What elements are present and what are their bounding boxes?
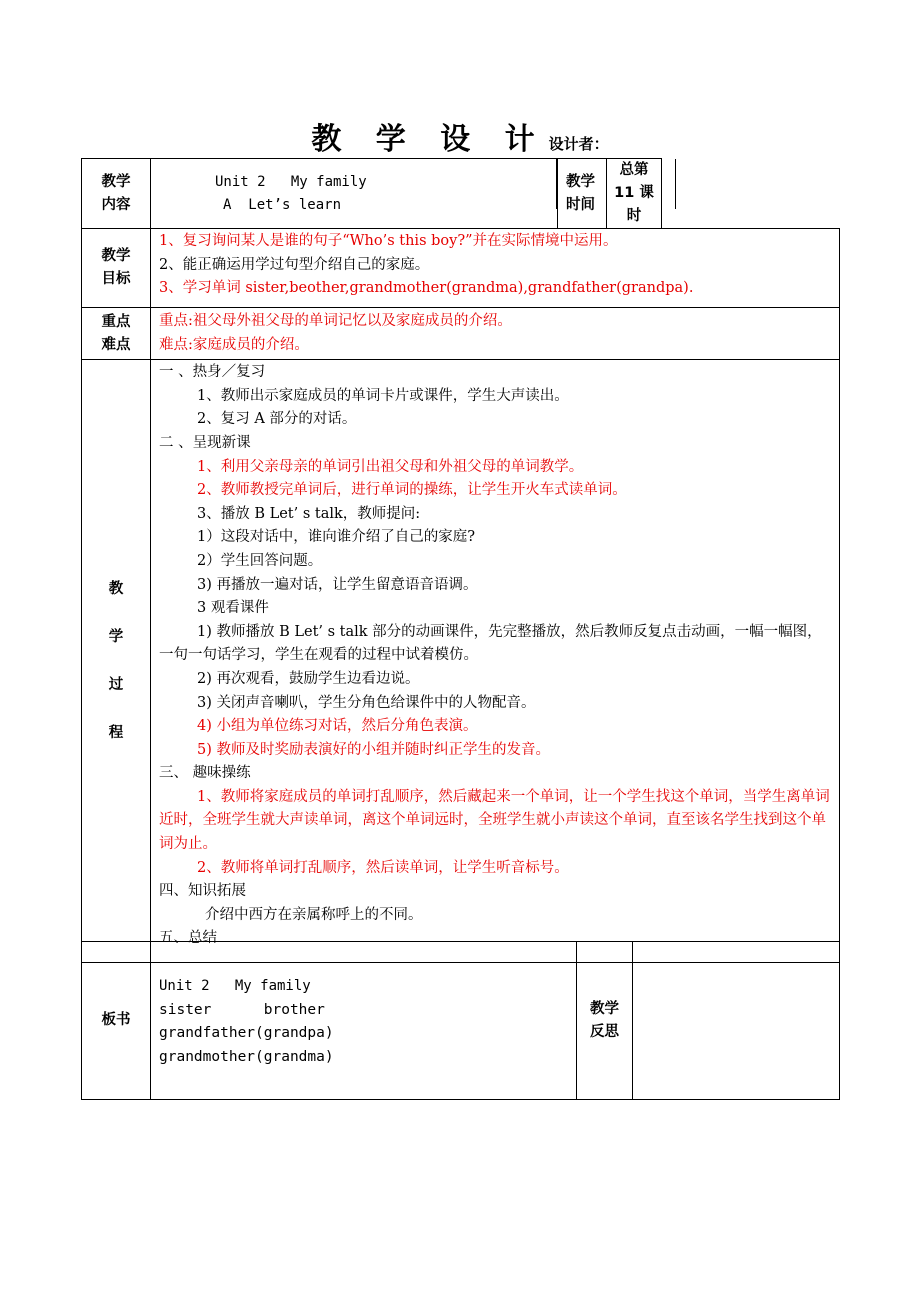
keypoints-cell: [151, 308, 840, 360]
goals-row: [82, 229, 840, 308]
step-item: 3、播放 B Let’ s talk，教师提问:: [197, 505, 421, 522]
step-item: 2) 再次观看，鼓励学生边看边说。: [197, 670, 420, 687]
step-item: 2、复习 A 部分的对话。: [197, 411, 357, 428]
unit-line: Unit 2 My family: [215, 173, 367, 190]
content-row: [82, 159, 840, 229]
period-cell: 总第 11 课时: [607, 159, 662, 229]
goal-item: 3、学习单词 sister,beother,grandmother(grandma),grandfather(grandpa).: [159, 280, 694, 297]
content-value-cell: [151, 159, 558, 229]
content-label-line1: 教学: [101, 173, 131, 190]
step-item: 3) 再播放一遍对话，让学生留意语音语调。: [197, 576, 478, 593]
goals-cell: [151, 229, 840, 308]
board-line: grandfather(grandpa): [159, 1025, 334, 1042]
process-label-char: 教: [108, 581, 124, 598]
step-item: 2、教师将单词打乱顺序，然后读单词，让学生听音标号。: [197, 859, 569, 876]
process-label-char: 学: [108, 629, 124, 646]
board-content-cell: [151, 942, 577, 1100]
designer-label: 设计者：: [548, 135, 609, 153]
section-title: 五、总结: [159, 930, 217, 947]
step-item: 1、利用父亲母亲的单词引出祖父母和外祖父母的单词教学。: [197, 458, 584, 475]
step-item: 2）学生回答问题。: [197, 552, 323, 569]
process-row: [82, 360, 840, 963]
step-item: 1、教师出示家庭成员的单词卡片或课件，学生大声读出。: [197, 387, 569, 404]
board-table: [81, 941, 840, 1100]
content-label-line2: 内容: [101, 196, 131, 213]
step-item: 1）这段对话中，谁向谁介绍了自己的家庭?: [197, 529, 475, 546]
reflect-label-cell: [577, 942, 633, 1100]
goals-label-cell: [82, 229, 151, 308]
board-line: grandmother(grandma): [159, 1048, 334, 1065]
reflect-label-line1: 教学: [590, 1000, 619, 1017]
board-line: sister brother: [159, 1001, 325, 1018]
lesson-line: A Let’s learn: [223, 196, 342, 213]
reflect-value-cell: [633, 942, 840, 1100]
time-label-line2: 时间: [566, 196, 595, 213]
goals-label-line1: 教学: [101, 248, 131, 264]
step-item: 介绍中西方在亲属称呼上的不同。: [205, 906, 423, 923]
step-item: 5) 教师及时奖励表演好的小组并随时纠正学生的发音。: [197, 741, 550, 758]
process-cell: [151, 360, 840, 963]
keypoints-label-cell: [82, 308, 151, 360]
step-item: 3 观看课件: [197, 600, 269, 617]
time-label-line1: 教学: [566, 173, 595, 190]
process-label-char: 程: [108, 725, 124, 742]
column-divider: [675, 159, 676, 209]
section-title: 三、 趣味操练: [159, 765, 251, 782]
difficult-point: 难点:家庭成员的介绍。: [159, 336, 309, 353]
step-item: 2、教师教授完单词后，进行单词的操练，让学生开火车式读单词。: [197, 482, 627, 499]
process-label-char: 过: [108, 677, 124, 694]
page-header: [0, 114, 920, 158]
keypoints-label-line2: 难点: [101, 336, 131, 353]
goal-item: 2、能正确运用学过句型介绍自己的家庭。: [159, 256, 430, 273]
step-item: 1、教师将家庭成员的单词打乱顺序，然后藏起来一个单词，让一个学生找这个单词，当学生离单词近时，全班学生就大声读单词，离这个单词远时，全班学生就小声读这个单词，直至该名学生找到这个单词为止。: [159, 788, 830, 853]
lesson-plan-table: [81, 158, 840, 963]
key-point: 重点:祖父母外祖父母的单词记忆以及家庭成员的介绍。: [159, 313, 512, 329]
time-label-cell: [558, 159, 607, 229]
section-title: 一 、热身／复习: [159, 364, 266, 381]
process-label-cell: [82, 360, 151, 963]
section-title: 四、知识拓展: [159, 883, 246, 900]
keypoints-label-line1: 重点: [101, 313, 131, 330]
content-label-cell: [82, 159, 151, 229]
goals-label-line2: 目标: [101, 271, 131, 287]
board-label-cell: 板书: [82, 942, 151, 1100]
reflect-label-line2: 反思: [590, 1023, 619, 1040]
section-title: 二 、呈现新课: [159, 434, 251, 451]
keypoints-row: [82, 308, 840, 360]
column-divider: [556, 159, 557, 209]
board-row: [82, 942, 840, 1100]
step-item: 4) 小组为单位练习对话，然后分角色表演。: [197, 718, 478, 735]
step-item: 1) 教师播放 B Let’ s talk 部分的动画课件，先完整播放，然后教师反复点击动画，一幅一幅图，一句一句话学习，学生在观看的过程中试着模仿。: [159, 623, 822, 664]
step-item: 3) 关闭声音喇叭，学生分角色给课件中的人物配音。: [197, 694, 536, 711]
page-title: 教 学 设 计: [311, 122, 547, 157]
goal-item: 1、复习询问某人是谁的句子“Who’s this boy?”并在实际情境中运用。: [159, 233, 618, 249]
board-line: Unit 2 My family: [159, 978, 311, 994]
